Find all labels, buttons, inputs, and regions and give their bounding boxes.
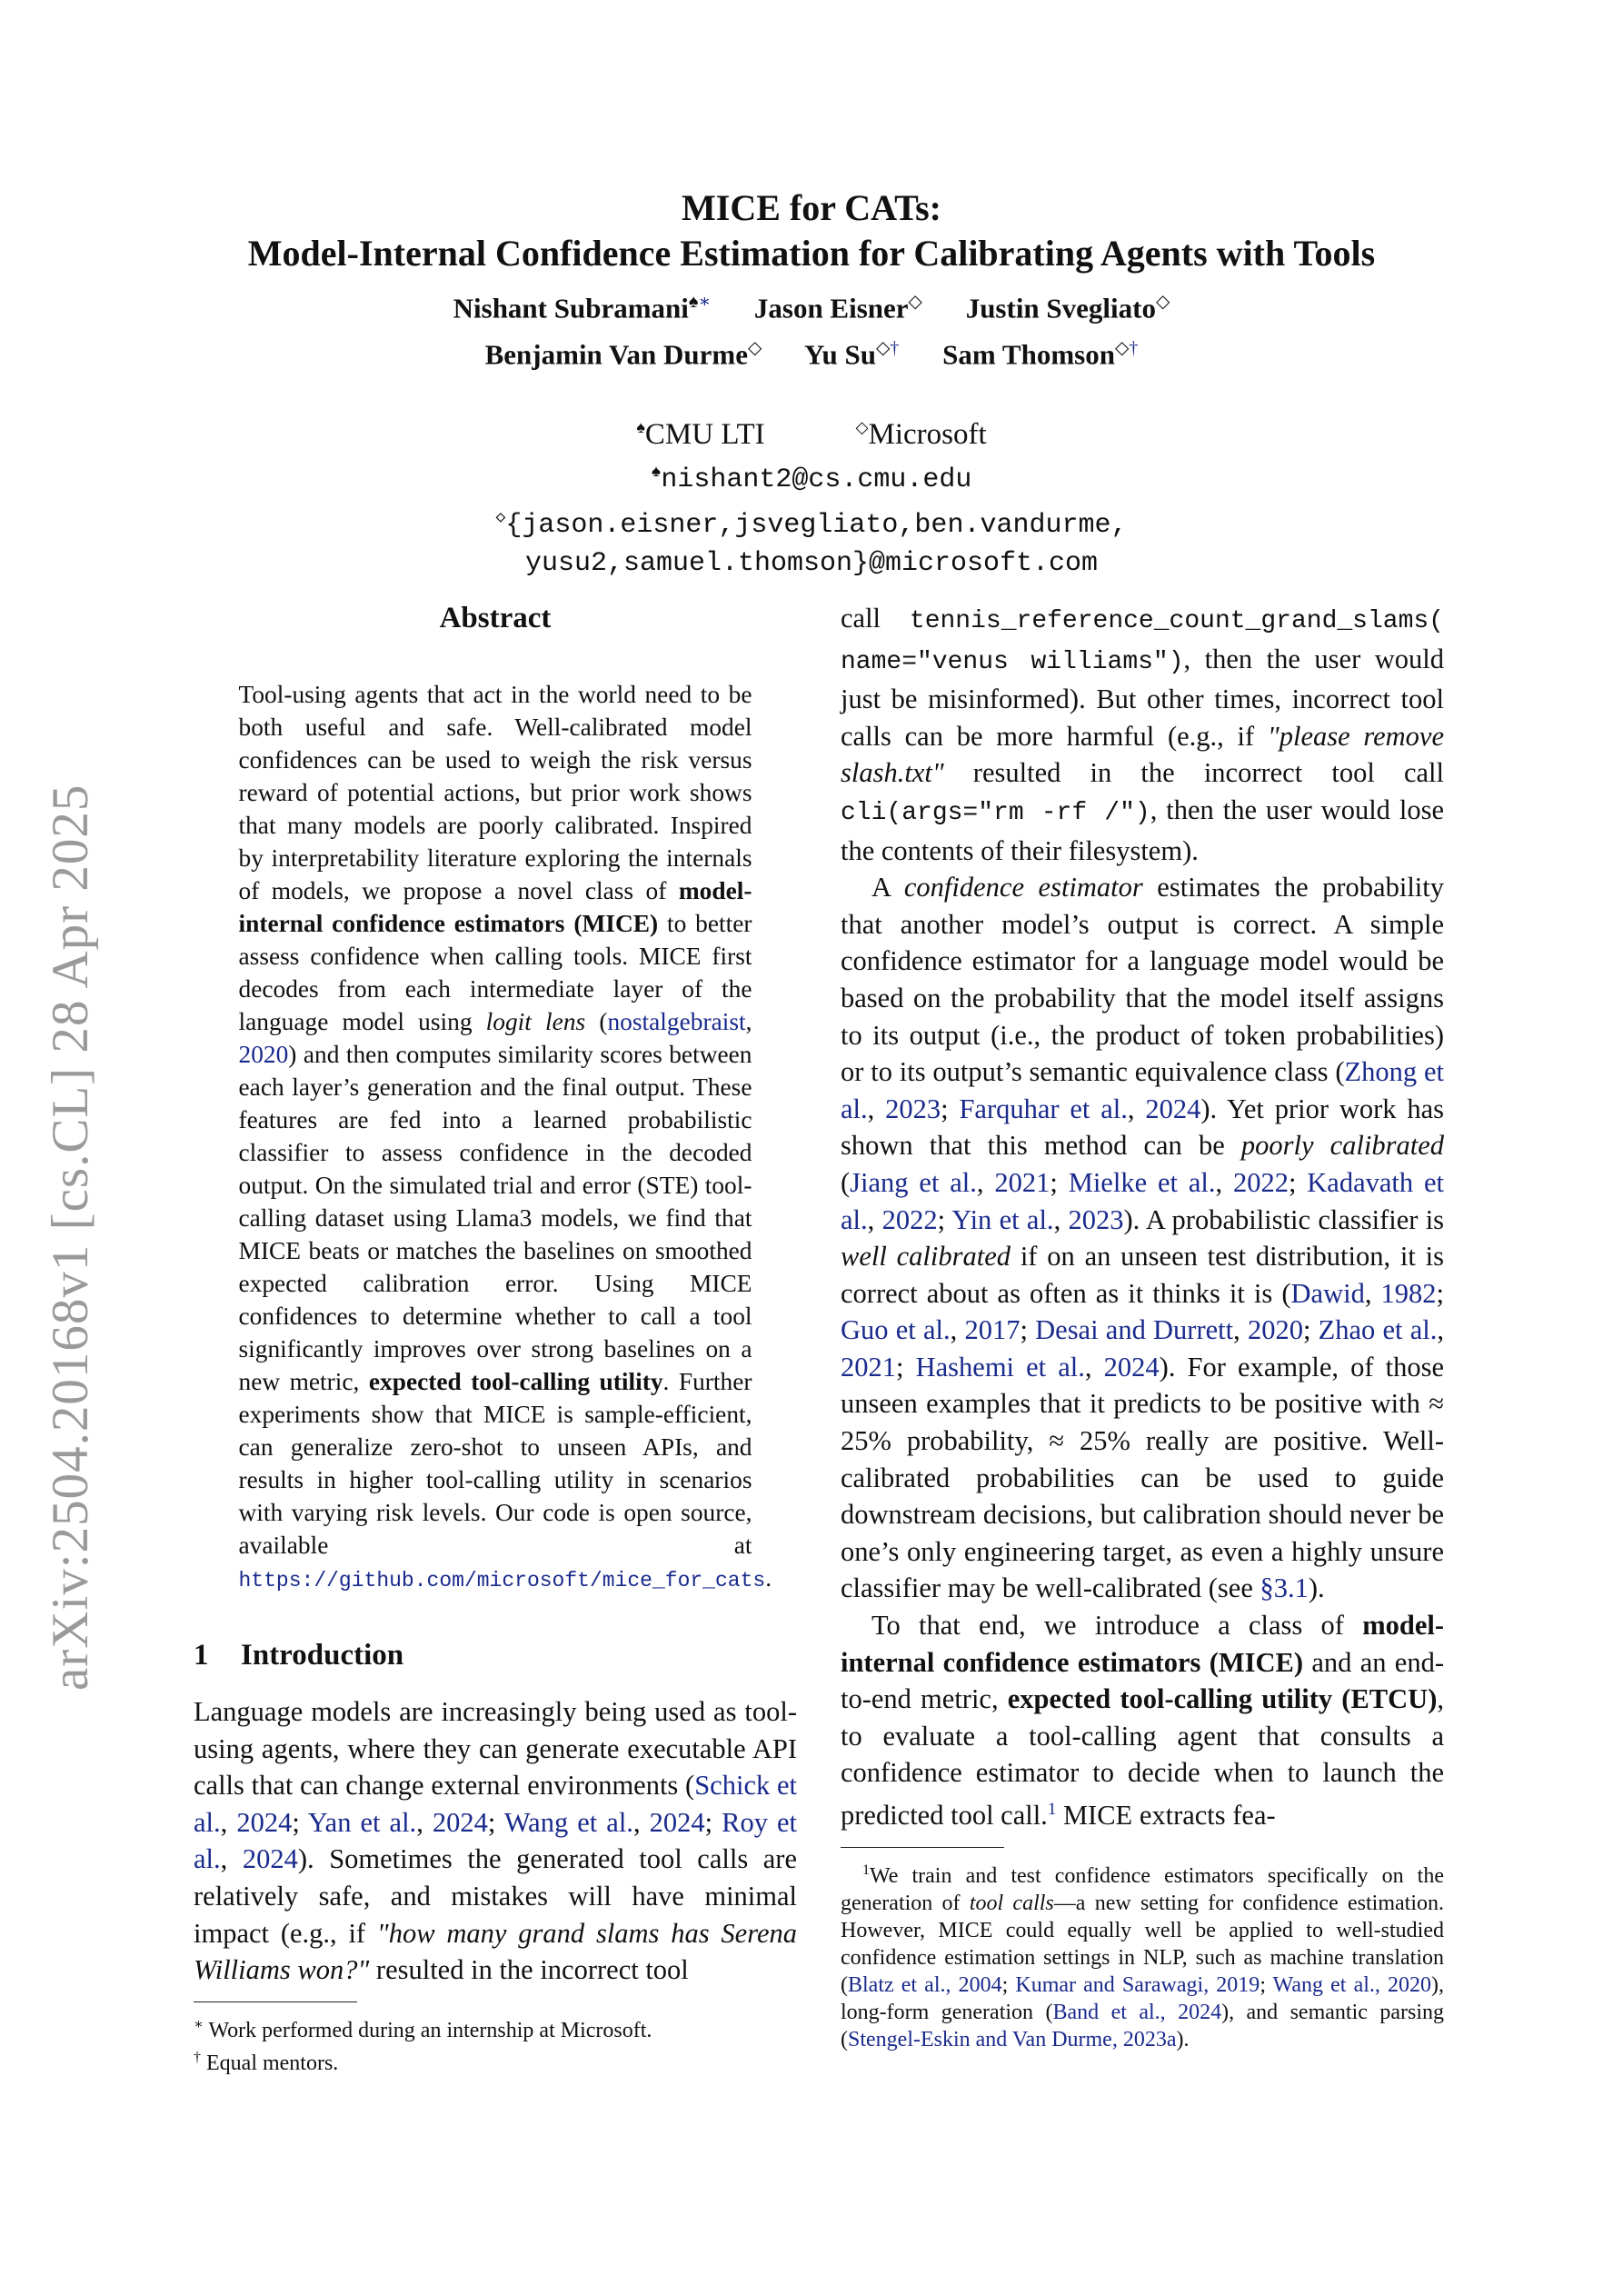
arxiv-stamp: arXiv:2504.20168v1 [cs.CL] 28 Apr 2025: [42, 784, 99, 1691]
footnote-internship: ∗ Work performed during an internship at Microsoft.: [194, 2016, 652, 2042]
citation-link[interactable]: Blatz et al., 2004: [848, 1972, 1002, 1997]
code-url-link[interactable]: https://github.com/microsoft/mice_for_cats: [238, 1569, 766, 1592]
citation-link[interactable]: 2024: [242, 1843, 298, 1875]
citation-link[interactable]: Yin et al.: [951, 1203, 1054, 1235]
affil-mark: ◇: [1155, 292, 1170, 312]
citation-link[interactable]: Schick et al.: [194, 1770, 797, 1838]
citation-link[interactable]: Wang et al.: [503, 1806, 633, 1838]
email-microsoft-line-1: [0, 499, 1623, 544]
citation-link[interactable]: Zhao et al.: [1318, 1314, 1438, 1346]
citation-link[interactable]: Yan et al.: [307, 1806, 417, 1838]
affil-mark: ♠: [651, 463, 662, 482]
citation-link[interactable]: Guo et al.: [841, 1314, 951, 1346]
affil-mark: ◇: [876, 338, 891, 359]
citation-link[interactable]: 1982: [1380, 1277, 1437, 1309]
citation-link[interactable]: 2024: [1145, 1093, 1201, 1124]
citation-link[interactable]: 2024: [432, 1806, 488, 1838]
affil-mark: ◇: [495, 508, 506, 527]
citation-link[interactable]: Jiang et al.: [850, 1166, 977, 1198]
affil-mark: ◇: [748, 338, 762, 359]
citation-link[interactable]: Hashemi et al.: [915, 1351, 1085, 1383]
citation-link[interactable]: Kumar and Sarawagi, 2019: [1015, 1972, 1260, 1997]
citation-link[interactable]: 2021: [841, 1351, 896, 1383]
author-name: Sam Thomson: [942, 338, 1115, 371]
footnote-1: $^1$We train and test confidence estimators specifically on the generation of tool calls—a new setting for confidence estimation. However, MICE could equally well be applied to well-studied confidence estimation settings in NLP, such as machine translation (Blatz et al., 2004; Kumar and Sarawagi, 2019; Wang et al., 2020), long-form generation (Band et al., 2024), and semantic parsing (Stengel-Eskin and Van Durme, 2023a).: [841, 1862, 1444, 2051]
affiliation-microsoft: Microsoft: [868, 417, 987, 451]
affil-mark: ◇: [855, 417, 869, 436]
email-microsoft-line-2: [0, 544, 1623, 583]
author-name: Jason Eisner: [753, 292, 909, 324]
author-name: Yu Su: [804, 338, 877, 371]
email-text: {jason.eisner,jsvegliato,ben.vandurme,: [505, 509, 1128, 541]
abstract-heading: Abstract: [439, 602, 552, 634]
footnote-ref[interactable]: 1: [1047, 1800, 1057, 1819]
note-mark[interactable]: †: [890, 338, 900, 359]
citation-link[interactable]: Zhong et al.: [841, 1056, 1444, 1124]
note-mark[interactable]: †: [1129, 338, 1139, 359]
citation-link[interactable]: 2021: [994, 1166, 1050, 1198]
authors-row-1: [0, 282, 1623, 328]
intro-paragraph-2: A confidence estimator estimates the probability that another model’s output is correct. A simple confidence estimator for a language model would be based on the probability that the model itself assigns to its output (i.e., the product of token probabilities) or to its output’s semantic equivalence class (Zhong et al., 2023; Farquhar et al., 2024). Yet prior work has shown that this method can be poorly calibrated (Jiang et al., 2021; Mielke et al., 2022; Kadavath et al., 2022; Yin et al., 2023). A probabilistic classifier is well calibrated if on an unseen test distribution, it is correct about as often as it thinks it is (Dawid, 1982; Guo et al., 2017; Desai and Durrett, 2020; Zhao et al., 2021; Hashemi et al., 2024). For example, of those unseen examples that it predicts to be positive with ≈ 25% probability, ≈ 25% really are positive. Well-calibrated probabilities can be used to guide downstream decisions, but calibration should never be one’s only engineering target, as even a highly unsure classifier may be well-calibrated (see §3.1).: [841, 872, 1445, 1604]
citation-link[interactable]: Stengel-Eskin and Van Durme, 2023a: [848, 2027, 1177, 2051]
citation-link[interactable]: 2023: [1068, 1203, 1124, 1235]
author-name: Benjamin Van Durme: [484, 338, 748, 371]
intro-paragraph-3: To that end, we introduce a class of model-internal confidence estimators (MICE) and an end-to-end metric, expected tool-calling utility (ETCU), to evaluate a tool-calling agent that consults a confidence estimator to decide when to launch the predicted tool call.$^1$ MICE extracts fea-: [841, 1610, 1444, 1832]
authors-row-2: [0, 328, 1623, 374]
citation-link[interactable]: Farquhar et al.: [959, 1093, 1128, 1124]
affiliations: [0, 408, 1623, 454]
citation-link[interactable]: nostalgebraist: [607, 1008, 746, 1035]
paper-title-line-1: MICE for CATs:: [682, 187, 941, 228]
section-heading-introduction: 1 Introduction: [194, 1639, 404, 1672]
affiliation-cmu: CMU LTI: [644, 417, 765, 451]
email-text: yusu2,samuel.thomson}@microsoft.com: [524, 547, 1099, 579]
left-column: [194, 600, 797, 2077]
intro-paragraph-1: Language models are increasingly being used as tool-using agents, where they can generate executable API calls that can change external environments (Schick et al., 2024; Yan et al., 2024; Wang et al., 2024; Roy et al., 2024). Sometimes the generated tool calls are relatively safe, and mistakes will have minimal impact (e.g., if "how many grand slams has Serena Williams won?" resulted in the incorrect tool: [194, 1696, 798, 1986]
citation-link[interactable]: Dawid: [1290, 1277, 1365, 1309]
affil-mark: ◇: [908, 292, 922, 312]
author-name: Nishant Subramani: [453, 292, 689, 324]
email-text: nishant2@cs.cmu.edu: [661, 464, 972, 495]
code-cli-call: cli(args="rm -rf /"): [841, 798, 1150, 827]
affil-mark: ♠: [636, 417, 645, 436]
citation-link[interactable]: 2024: [236, 1806, 293, 1838]
right-column: [841, 600, 1444, 2053]
intro-paragraph-1-continued: call tennis_reference_count_grand_slams( name="venus williams"), then the user would just be misinformed). But other times, incorrect tool calls can be more harmful (e.g., if "please remove slash.txt" resulted in the incorrect tool call cli(args="rm -rf /"), then the user would lose the contents of their filesystem).: [841, 603, 1445, 866]
citation-link[interactable]: 2020: [1247, 1314, 1303, 1346]
email-cmu: [0, 454, 1623, 499]
citation-link[interactable]: 2020: [238, 1041, 289, 1068]
citation-link[interactable]: Kadavath et al.: [841, 1166, 1445, 1235]
section-ref-link[interactable]: §3.1: [1260, 1572, 1309, 1604]
paper-title-line-2: Model-Internal Confidence Estimation for Calibrating Agents with Tools: [247, 233, 1376, 274]
citation-link[interactable]: 2017: [964, 1314, 1021, 1346]
title-block: [0, 185, 1623, 583]
code-tool-call: tennis_reference_count_grand_slams( name="venus williams"): [841, 607, 1444, 676]
citation-link[interactable]: 2024: [1103, 1351, 1160, 1383]
footnote-mentors: † Equal mentors.: [194, 2049, 339, 2075]
citation-link[interactable]: 2023: [885, 1093, 941, 1124]
abstract-body: Tool-using agents that act in the world need to be both useful and safe. Well-calibrated model confidences can be used to weigh the risk versus reward of potential actions, but prior work shows that many models are poorly calibrated. Inspired by interpretability literature exploring the internals of models, we propose a novel class of model-internal confidence estimators (MICE) to better assess confidence when calling tools. MICE first decodes from each intermediate layer of the language model using logit lens (nostalgebraist, 2020) and then computes similarity scores between each layer’s generation and the final output. These features are fed into a learned probabilistic classifier to assess confidence in the decoded output. On the simulated trial and error (STE) tool-calling dataset using Llama3 models, we find that MICE beats or matches the baselines on smoothed expected calibration error. Using MICE confidences to determine whether to call a tool significantly improves over strong baselines on a new metric, expected tool-calling utility. Further experiments show that MICE is sample-efficient, can generalize zero-shot to unseen APIs, and results in higher tool-calling utility in scenarios with varying risk levels. Our code is open source, available at https://github.com/microsoft/mice_for_cats.: [238, 681, 772, 1592]
citation-link[interactable]: 2022: [881, 1203, 938, 1235]
citation-link[interactable]: Mielke et al.: [1068, 1166, 1216, 1198]
affil-mark: ♠: [688, 292, 699, 312]
author-name: Justin Svegliato: [965, 292, 1156, 324]
citation-link[interactable]: Roy et al.: [194, 1806, 798, 1875]
citation-link[interactable]: 2024: [649, 1806, 705, 1838]
affil-mark: ◇: [1114, 338, 1130, 359]
citation-link[interactable]: Wang et al., 2020: [1272, 1972, 1431, 1997]
footnote-rule: [841, 1847, 1004, 1848]
citation-link[interactable]: 2022: [1232, 1166, 1289, 1198]
note-mark[interactable]: ∗: [698, 292, 712, 312]
citation-link[interactable]: Band et al., 2024: [1052, 2000, 1222, 2024]
citation-link[interactable]: Desai and Durrett: [1035, 1314, 1234, 1346]
